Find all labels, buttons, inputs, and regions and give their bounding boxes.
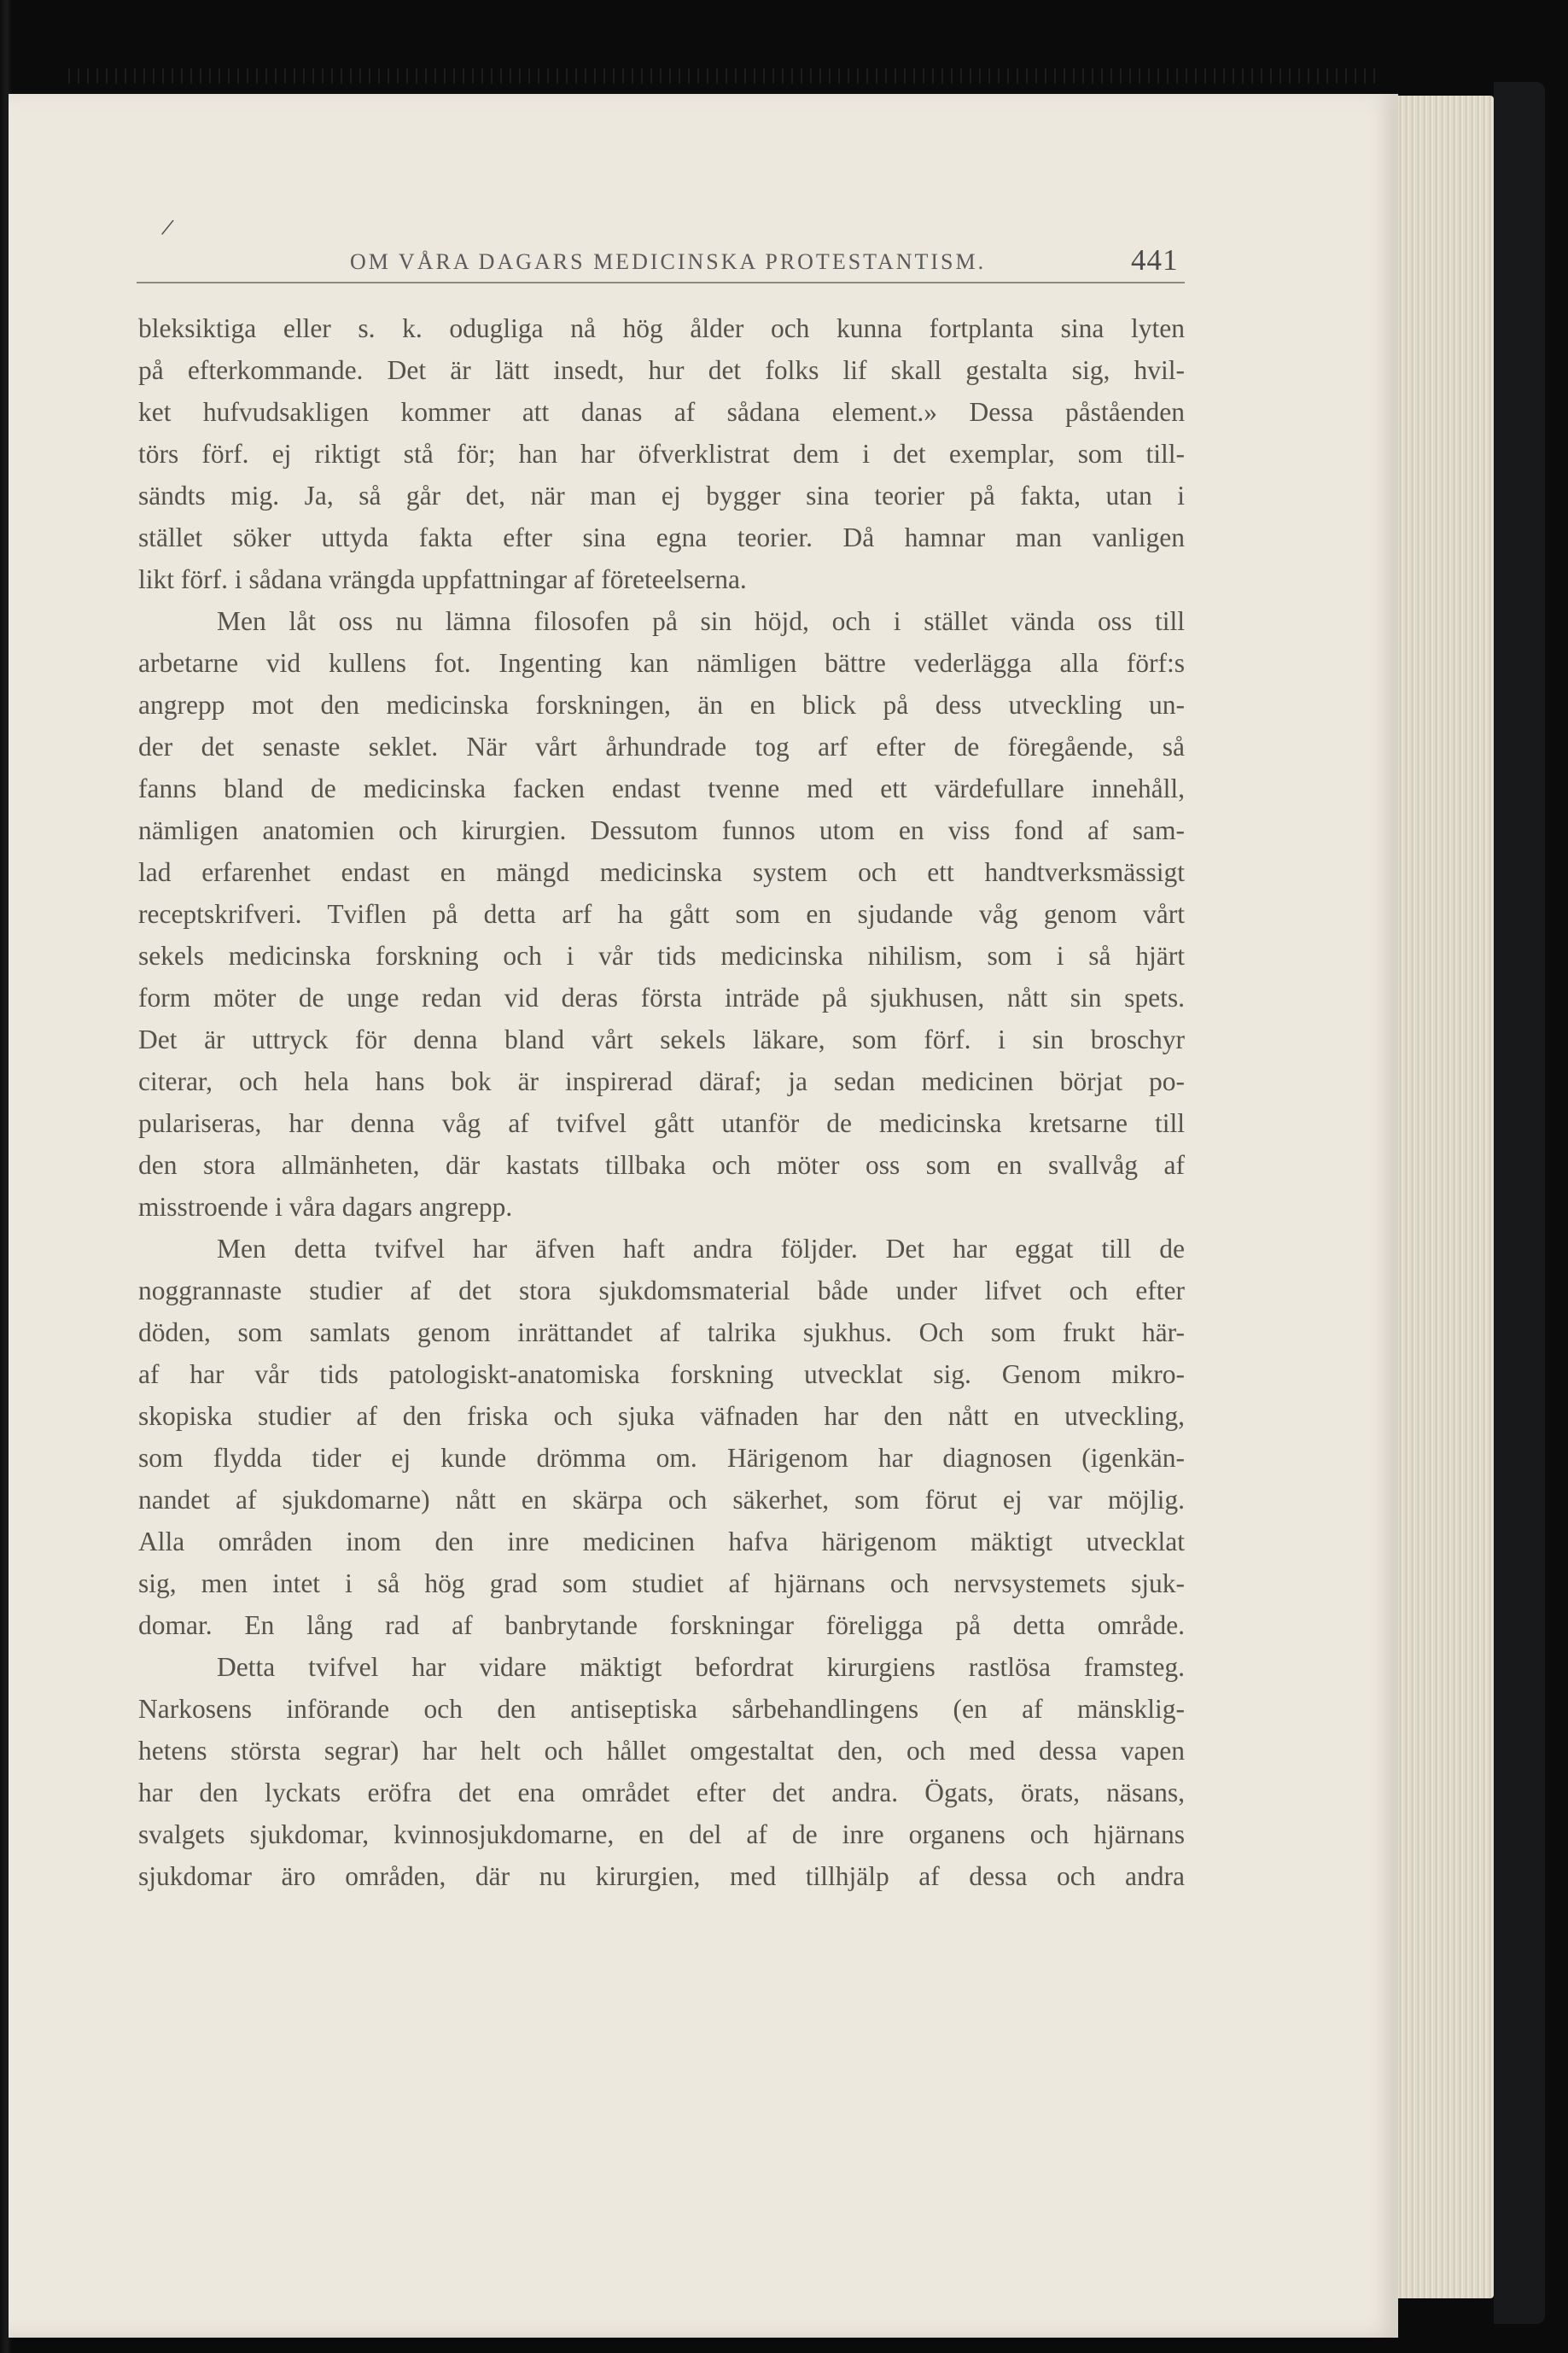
text-line: pulariseras, har denna våg af tvifvel gått utanför de medicinska kretsarne till xyxy=(138,1108,1185,1138)
text-line: receptskrifveri. Tviflen på detta arf ha gått som en sjudande våg genom vårt xyxy=(138,899,1185,929)
text-line: Detta tvifvel har vidare mäktigt befordrat kirurgiens rastlösa framsteg. xyxy=(217,1652,1185,1682)
text-line: sjukdomar äro områden, där nu kirurgien, med tillhjälp af dessa och andra xyxy=(138,1861,1185,1891)
text-line: svalgets sjukdomar, kvinnosjukdomarne, en del af de inre organens och hjärnans xyxy=(138,1819,1185,1849)
book-cover-edge xyxy=(1494,82,1545,2324)
text-line: form möter de unge redan vid deras första inträde på sjukhusen, nått sin spets. xyxy=(138,983,1185,1013)
page-edge-dust xyxy=(68,68,1383,84)
page-stack-edge xyxy=(1398,96,1494,2298)
text-line: hetens största segrar) har helt och hållet omgestaltat den, och med dessa vapen xyxy=(138,1736,1185,1766)
text-line: misstroende i våra dagars angrepp. xyxy=(138,1192,513,1222)
text-line: nandet af sjukdomarne) nått en skärpa och säkerhet, som förut ej var möjlig. xyxy=(138,1485,1185,1515)
text-line: angrepp mot den medicinska forskningen, än en blick på dess utveckling un- xyxy=(138,690,1185,720)
text-line: Men detta tvifvel har äfven haft andra följder. Det har eggat till de xyxy=(217,1234,1185,1264)
text-line: Alla områden inom den inre medicinen hafva härigenom mäktigt utvecklat xyxy=(138,1527,1185,1556)
running-head: OM VÅRA DAGARS MEDICINSKA PROTESTANTISM. xyxy=(350,249,987,274)
text-line: sig, men intet i så hög grad som studiet af hjärnans och nervsystemets sjuk- xyxy=(138,1568,1185,1598)
text-line: döden, som samlats genom inrättandet af talrika sjukhus. Och som frukt här- xyxy=(138,1317,1185,1347)
text-line: Det är uttryck för denna bland vårt sekels läkare, som förf. i sin broschyr xyxy=(138,1025,1185,1054)
text-line: likt förf. i sådana vrängda uppfattningar af företeelserna. xyxy=(138,564,747,594)
text-line: fanns bland de medicinska facken endast tvenne med ett värdefullare innehåll, xyxy=(138,774,1185,803)
page-number: 441 xyxy=(1131,243,1179,277)
text-line: arbetarne vid kullens fot. Ingenting kan nämligen bättre vederlägga alla förf:s xyxy=(138,648,1185,678)
text-line: noggrannaste studier af det stora sjukdomsmaterial både under lifvet och efter xyxy=(138,1276,1185,1305)
text-line: törs förf. ej riktigt stå för; han har öfverklistrat dem i det exemplar, som till- xyxy=(138,439,1185,469)
text-line: nämligen anatomien och kirurgien. Dessutom funnos utom en viss fond af sam- xyxy=(138,815,1185,845)
text-line: den stora allmänheten, där kastats tillbaka och möter oss som en svallvåg af xyxy=(138,1150,1185,1180)
text-line: skopiska studier af den friska och sjuka väfnaden har den nått en utveckling, xyxy=(138,1401,1185,1431)
header-rule xyxy=(137,282,1185,283)
text-line: domar. En lång rad af banbrytande forskningar föreligga på detta område. xyxy=(138,1610,1185,1640)
text-line: bleksiktiga eller s. k. odugliga nå hög ålder och kunna fortplanta sina lyten xyxy=(138,313,1185,343)
text-line: som flydda tider ej kunde drömma om. Härigenom har diagnosen (igenkän- xyxy=(138,1443,1185,1473)
text-line: ket hufvudsakligen kommer att danas af sådana element.» Dessa påståenden xyxy=(138,397,1185,427)
text-line: der det senaste seklet. När vårt århundrade tog arf efter de föregående, så xyxy=(138,732,1185,762)
text-line: Narkosens införande och den antiseptiska sårbehandlingens (en af mänsklig- xyxy=(138,1694,1185,1724)
text-line: Men låt oss nu lämna filosofen på sin höjd, och i stället vända oss till xyxy=(217,606,1185,636)
text-line: har den lyckats eröfra det ena området efter det andra. Ögats, örats, näsans, xyxy=(138,1778,1185,1807)
text-line: citerar, och hela hans bok är inspirerad däraf; ja sedan medicinen börjat po- xyxy=(138,1066,1185,1096)
text-line: stället söker uttyda fakta efter sina egna teorier. Då hamnar man vanligen xyxy=(138,523,1185,552)
text-line: af har vår tids patologiskt-anatomiska forskning utvecklat sig. Genom mikro- xyxy=(138,1359,1185,1389)
text-line: lad erfarenhet endast en mängd medicinska system och ett handtverksmässigt xyxy=(138,857,1185,887)
text-line: på efterkommande. Det är lätt insedt, hur det folks lif skall gestalta sig, hvil- xyxy=(138,355,1185,385)
text-line: sändts mig. Ja, så går det, när man ej bygger sina teorier på fakta, utan i xyxy=(138,481,1185,511)
margin-mark: / xyxy=(159,213,176,242)
text-line: sekels medicinska forskning och i vår tids medicinska nihilism, som i så hjärt xyxy=(138,941,1185,971)
